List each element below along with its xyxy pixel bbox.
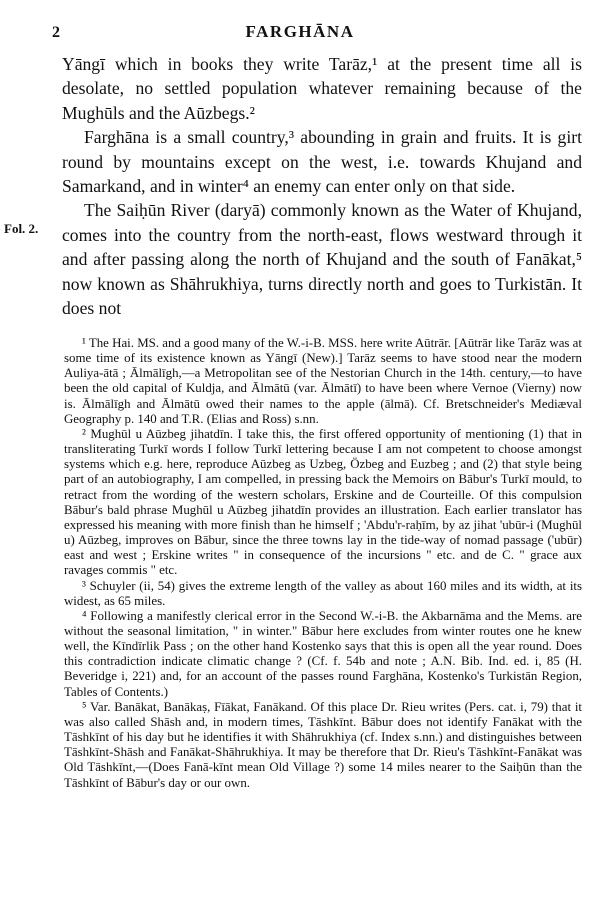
running-title: FARGHĀNA <box>245 22 355 41</box>
footnote: ⁴ Following a manifestly clerical error in the Second W.-i-B. the Akbarnāma and the Mems. are without the seasonal limitation, " in winter." Bābur here excludes from winter routes one he knew well, the Kīndīrlik Pass ; on the other hand Kostenko says that this is open all the year round. Does this contradiction indicate climatic change ? (Cf. f. 54b and note ; A.N. Bib. Ind. ed. i, 85 (H. Beveridge i, 221) and, for an account of the passes round Farghāna, Kostenko's Turkistān Region, Tables of Contents.) <box>64 608 582 699</box>
footnotes <box>64 336 582 791</box>
body-paragraph: Farghāna is a small country,³ abounding in grain and fruits. It is girt round by mountains except on the west, i.e. towards Khujand and Samarkand, and in winter⁴ an enemy can enter only on that side. <box>62 127 582 197</box>
main-text <box>62 52 582 320</box>
folio-margin-note: Fol. 2. <box>4 221 39 236</box>
body-paragraph: Yāngī which in books they write Tarāz,¹ at the present time all is desolate, no settled population whatever remaining because of the Mughūls and the Aūzbegs.² <box>62 54 582 123</box>
footnote: ¹ The Hai. MS. and a good many of the W.-i-B. MSS. here write Aūtrār. [Aūtrār like Tarāz was at some time of its existence known as Yāngī (New).] Tarāz seems to have stood near the modern Auliya-ātā ; Ālmālīgh,—a Metropolitan see of the Nestorian Church in the 14th. century,—to have been the old capital of Kuldja, and Ālmātū (var. Ālmātī) to have been where Vernoe (Vierny) now is. Ālmālīgh and Ālmātū owed their names to the apple (ālmā). Cf. Bretschneider's Mediæval Geography p. 140 and T.R. (Elias and Ross) s.nn. <box>64 336 582 426</box>
footnote: ³ Schuyler (ii, 54) gives the extreme length of the valley as about 160 miles and its width, at its widest, as 65 miles. <box>64 578 582 608</box>
page-number: 2 <box>52 24 60 41</box>
body-paragraph: The Saiḥūn River (daryā) commonly known as the Water of Khujand, comes into the country from the north-east, flows westward through it and after passing along the north of Khujand and the south of Fanākat,⁵ now known as Shāhrukhiya, turns directly north and goes to Turkistān. It does not <box>62 200 582 319</box>
footnote: ² Mughūl u Aūzbeg jihatdīn. I take this, the first offered opportunity of mentioning (1) that in transliterating Turkī words I follow Turkī lettering because I am not competent to choose amongst systems which e.g. here, reproduce Aūzbeg as Uzbeg, Özbeg and Euzbeg ; and (2) that style being part of an autobiography, I am compelled, in pressing back the Memoirs on Bābur's Turkī mould, to retract from the wording of the western scholars, Erskine and de Courteille. Of this compulsion Bābur's bald phrase Mughūl u Aūzbeg jihatdīn provides an illustration. Each earlier translator has expressed his meaning with more finish than he himself ; 'Abdu'r-raḥīm, by az jihat 'ubūr-i (Mughūl u) Aūzbeg, improves on Bābur, since the three towns lay in the tide-way of nomad passage ('ubūr) east and west ; Erskine writes " in consequence of the incursions " etc. and de C. " grace aux ravages commis " etc. <box>64 426 582 578</box>
footnote: ⁵ Var. Banākat, Banākaṣ, Fīākat, Fanākand. Of this place Dr. Rieu writes (Pers. cat. i, 79) that it was also called Shāsh and, in modern times, Tāshkīnt. Bābur does not identify Fanākat with the Tāshkīnt of his day but he identifies it with Shāhrukhiya (cf. Index s.nn.) and distinguishes between Tāshkīnt-Shāsh and Fanākat-Shāhrukhiya. It may be therefore that Dr. Rieu's Tāshkīnt-Fanākat was Old Tāshkīnt,—(Does Fanā-kīnt mean Old Village ?) some 14 miles nearer to the Saiḥūn than the Tāshkīnt of Bābur's day or our own. <box>64 699 582 790</box>
